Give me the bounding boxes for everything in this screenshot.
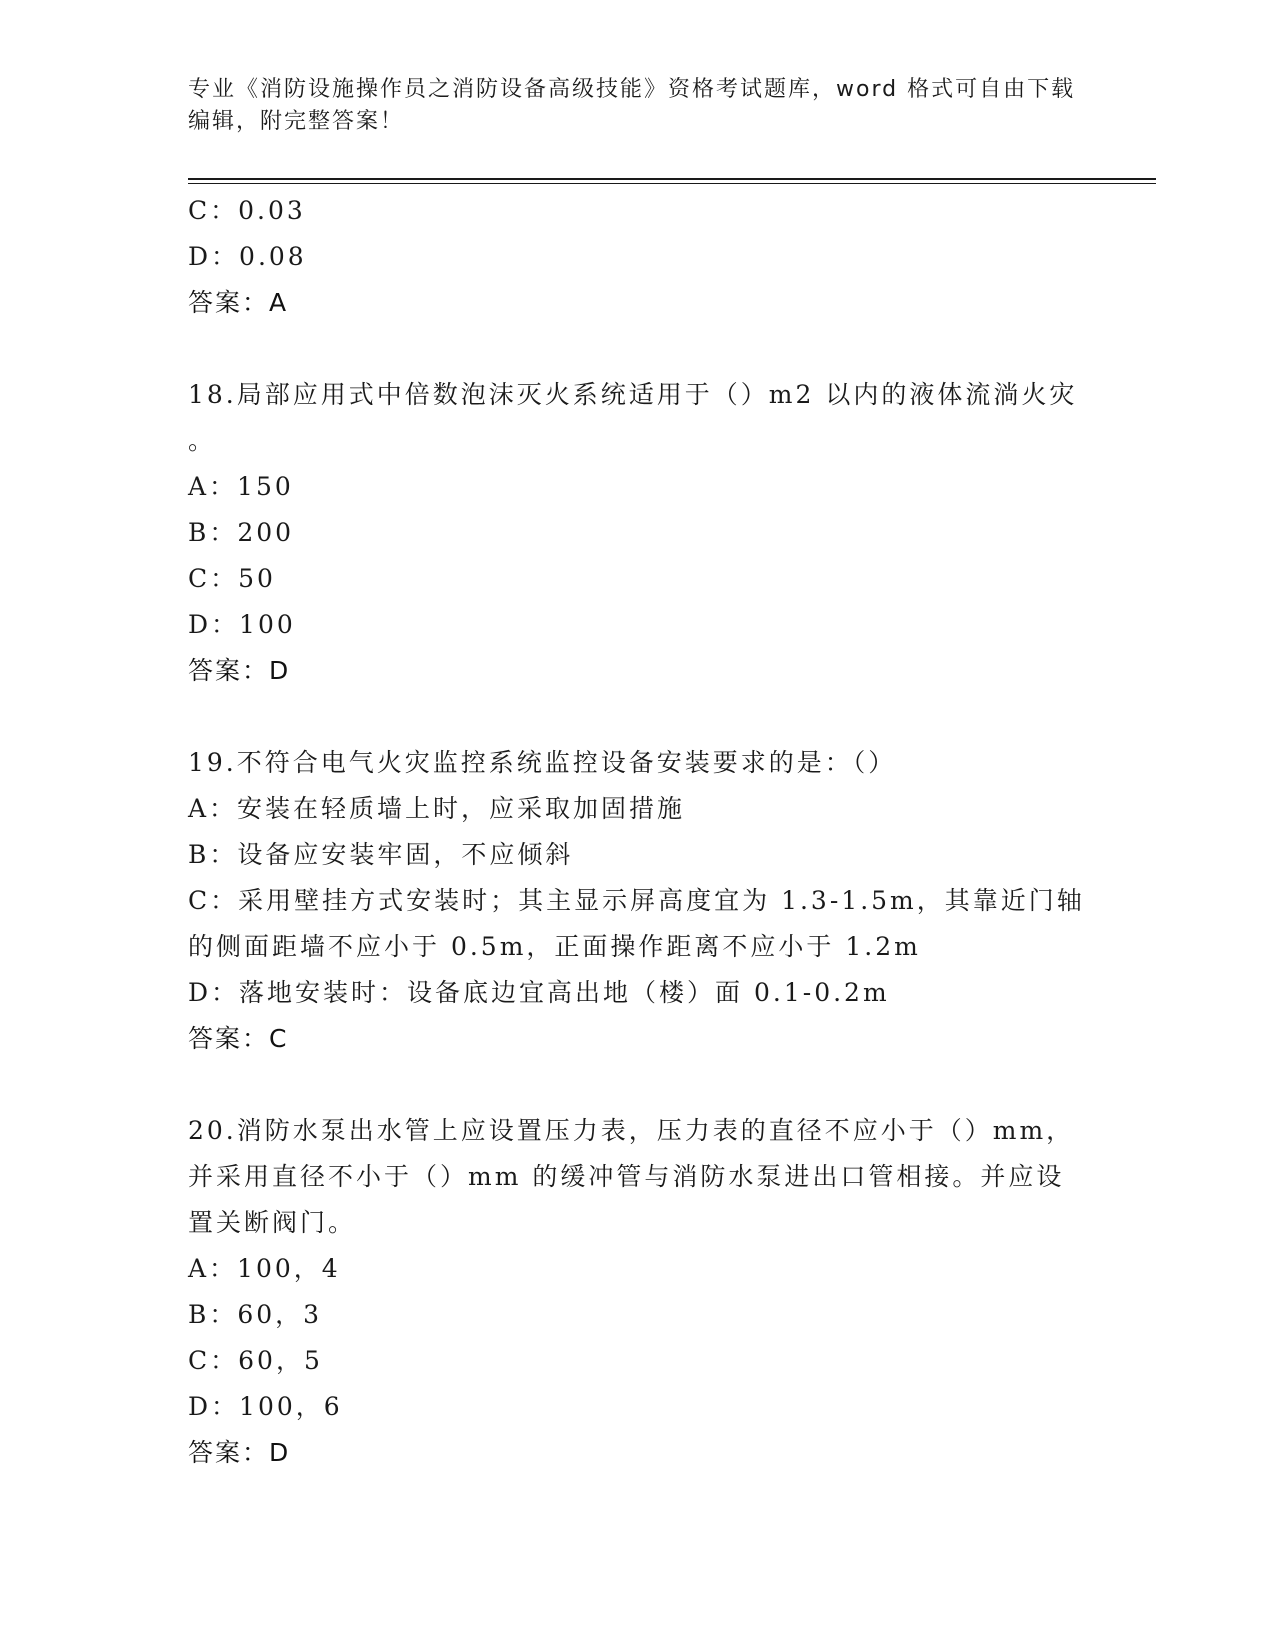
option-a: A：100，4 — [188, 1254, 341, 1283]
option-c: C：50 — [188, 564, 276, 593]
option-c: C：采用壁挂方式安装时；其主显示屏高度宜为 1.3-1.5m，其靠近门轴 — [188, 886, 1085, 915]
option-a: A：安装在轻质墙上时，应采取加固措施 — [188, 794, 686, 823]
question-18 — [188, 372, 1088, 694]
answer-line: 答案：D — [188, 656, 291, 685]
option-d: D：100 — [188, 610, 296, 639]
option-c: C：0.03 — [188, 196, 306, 225]
header-rule-thick — [188, 178, 1156, 180]
option-c: C：60，5 — [188, 1346, 323, 1375]
spacer — [188, 694, 1088, 740]
answer-line: 答案：D — [188, 1438, 291, 1467]
spacer — [188, 1062, 1088, 1108]
header-text: 专业《消防设施操作员之消防设备高级技能》资格考试题库，word 格式可自由下载编辑，附完整答案！ — [188, 77, 1076, 134]
question-19 — [188, 740, 1088, 1062]
option-d: D：落地安装时：设备底边宜高出地（楼）面 0.1-0.2m — [188, 978, 890, 1007]
question-text: 20.消防水泵出水管上应设置压力表，压力表的直径不应小于（）mm， — [188, 1116, 1075, 1145]
header-rule-thin — [188, 183, 1156, 184]
option-b: B：200 — [188, 518, 295, 547]
question-text-cont: 。 — [188, 426, 217, 455]
spacer — [188, 326, 1088, 372]
document-header — [188, 74, 1088, 138]
question-list — [188, 188, 1088, 1476]
question-text-cont: 置关断阀门。 — [188, 1208, 357, 1237]
answer-line: 答案：A — [188, 288, 289, 317]
option-b: B：60，3 — [188, 1300, 323, 1329]
answer-line: 答案：C — [188, 1024, 289, 1053]
question-17-tail — [188, 188, 1088, 326]
option-a: A：150 — [188, 472, 294, 501]
option-d: D：0.08 — [188, 242, 307, 271]
option-b: B：设备应安装牢固，不应倾斜 — [188, 840, 574, 869]
option-c-cont: 的侧面距墙不应小于 0.5m，正面操作距离不应小于 1.2m — [188, 932, 921, 961]
question-20 — [188, 1108, 1088, 1476]
question-text: 18.局部应用式中倍数泡沫灭火系统适用于（）m2 以内的液体流淌火灾 — [188, 380, 1078, 409]
question-text: 19.不符合电气火灾监控系统监控设备安装要求的是：（） — [188, 748, 897, 777]
option-d: D：100，6 — [188, 1392, 343, 1421]
question-text-cont: 并采用直径不小于（）mm 的缓冲管与消防水泵进出口管相接。并应设 — [188, 1162, 1065, 1191]
